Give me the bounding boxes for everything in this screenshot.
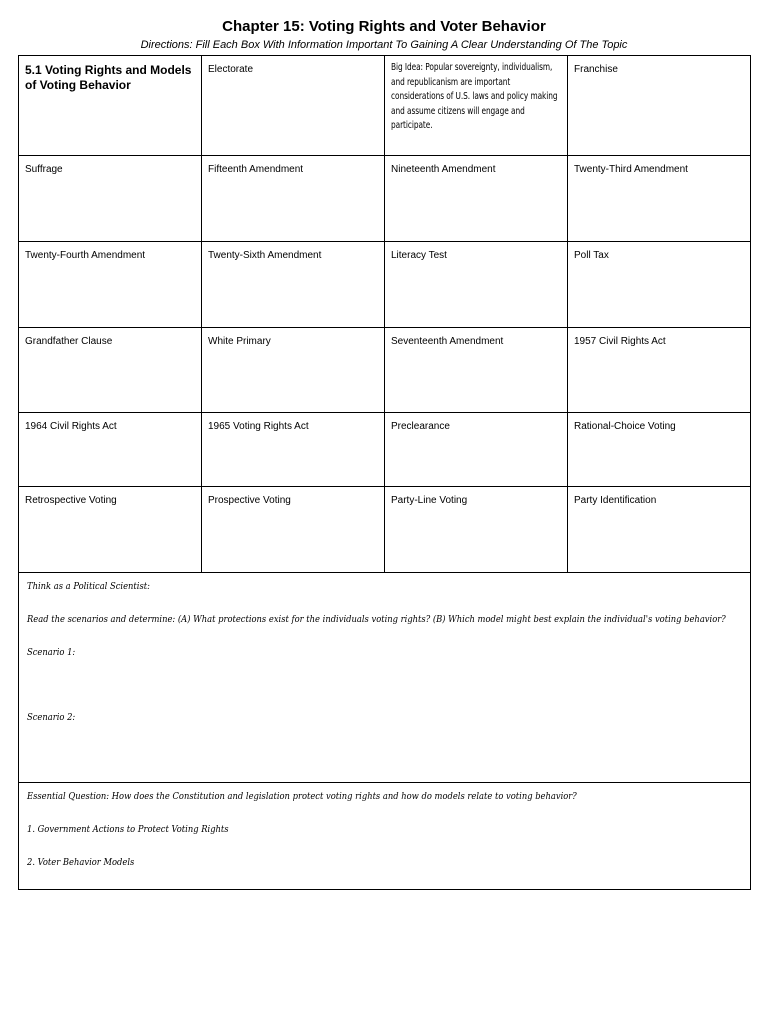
term-cell-party-line-voting[interactable]: Party-Line Voting [385, 487, 568, 573]
section-heading: 5.1 Voting Rights and Models of Voting Behavior [25, 63, 192, 92]
term-cell-literacy-test[interactable]: Literacy Test [385, 242, 568, 328]
term-cell-nineteenth-amendment[interactable]: Nineteenth Amendment [385, 156, 568, 242]
term-cell-fifteenth-amendment[interactable]: Fifteenth Amendment [202, 156, 385, 242]
scenario-heading: Think as a Political Scientist: [27, 581, 150, 592]
term-cell-rational-choice-voting[interactable]: Rational-Choice Voting [568, 413, 750, 487]
big-idea-cell [385, 56, 568, 156]
term-cell-suffrage[interactable]: Suffrage [19, 156, 202, 242]
essential-question-section[interactable] [19, 783, 750, 889]
term-cell-twenty-third-amendment[interactable]: Twenty-Third Amendment [568, 156, 750, 242]
term-cell-electorate[interactable]: Electorate [202, 56, 385, 156]
term-cell-party-identification[interactable]: Party Identification [568, 487, 750, 573]
vocabulary-grid [19, 56, 750, 573]
term-cell-grandfather-clause[interactable]: Grandfather Clause [19, 328, 202, 413]
term-cell-twenty-sixth-amendment[interactable]: Twenty-Sixth Amendment [202, 242, 385, 328]
term-cell-retrospective-voting[interactable]: Retrospective Voting [19, 487, 202, 573]
scenario-prompt: Read the scenarios and determine: (A) What protections exist for the individuals voting rights? (B) Which model might best explain the individual's voting behavior? [27, 614, 726, 625]
term-cell-franchise[interactable]: Franchise [568, 56, 750, 156]
term-cell-twenty-fourth-amendment[interactable]: Twenty-Fourth Amendment [19, 242, 202, 328]
term-cell-1957-civil-rights-act[interactable]: 1957 Civil Rights Act [568, 328, 750, 413]
term-cell-1965-voting-rights-act[interactable]: 1965 Voting Rights Act [202, 413, 385, 487]
essential-question: Essential Question: How does the Constitution and legislation protect voting rights and how do models relate to voting behavior? [27, 791, 577, 802]
scenario-section[interactable] [19, 573, 750, 783]
section-heading-cell [19, 56, 202, 156]
term-cell-seventeenth-amendment[interactable]: Seventeenth Amendment [385, 328, 568, 413]
worksheet [18, 55, 751, 890]
directions: Directions: Fill Each Box With Information Important To Gaining A Clear Understanding Of The Topic [140, 39, 628, 51]
scenario-2-label: Scenario 2: [27, 712, 76, 723]
big-idea-text: Big Idea: Popular sovereignty, individualism, and republicanism are important considerations of U.S. laws and policy making and assume citizens will engage and participate. [391, 62, 558, 132]
scenario-1-label: Scenario 1: [27, 647, 76, 658]
essential-item-2: 2. Voter Behavior Models [27, 857, 135, 868]
page-title: Chapter 15: Voting Rights and Voter Behavior [222, 18, 546, 35]
term-cell-white-primary[interactable]: White Primary [202, 328, 385, 413]
term-cell-1964-civil-rights-act[interactable]: 1964 Civil Rights Act [19, 413, 202, 487]
term-cell-poll-tax[interactable]: Poll Tax [568, 242, 750, 328]
term-cell-preclearance[interactable]: Preclearance [385, 413, 568, 487]
term-cell-prospective-voting[interactable]: Prospective Voting [202, 487, 385, 573]
essential-item-1: 1. Government Actions to Protect Voting Rights [27, 824, 229, 835]
